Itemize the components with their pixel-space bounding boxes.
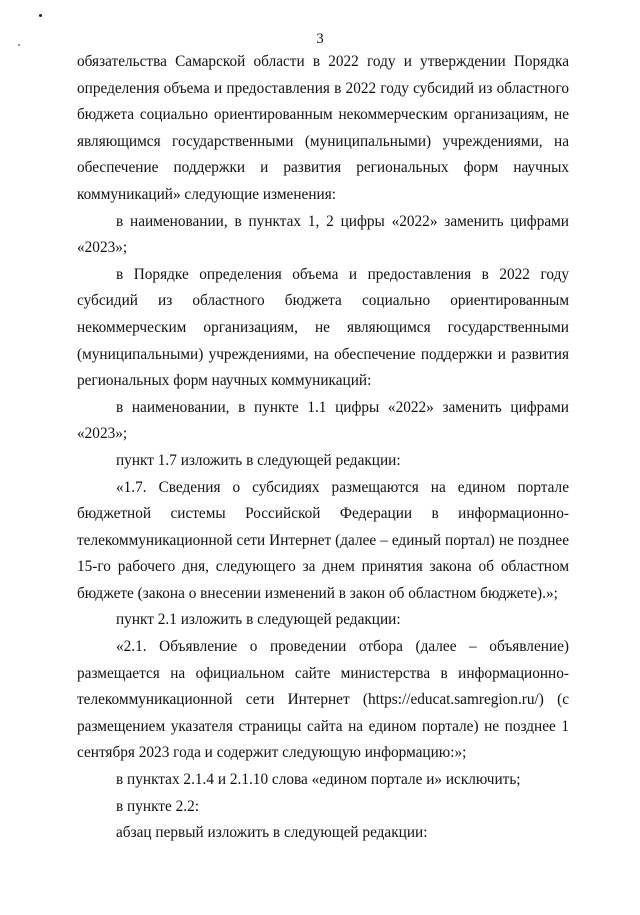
paragraph-order-intro: в Порядке определения объема и предоставления в 2022 году субсидий из областного бюджета социально ориентированным некоммерческим организациям, не являющимся государственными (муниципальными) учреждениями, на обеспечение поддержки и развития региональных форм научных коммуникаций: <box>77 265 569 390</box>
paragraph-point-2-2-para-1: абзац первый изложить в следующей редакции: <box>116 824 428 842</box>
paragraph-point-2-2: в пункте 2.2: <box>116 797 199 815</box>
scan-artifact-dot <box>39 14 42 17</box>
paragraph-points-2-1-4-2-1-10: в пунктах 2.1.4 и 2.1.10 слова «едином портале и» исключить; <box>116 771 521 789</box>
document-body <box>77 49 569 847</box>
paragraph-point-2-1-intro: пункт 2.1 изложить в следующей редакции: <box>116 611 401 629</box>
paragraph-title-change: в наименовании, в пунктах 1, 2 цифры «2022» заменить цифрами «2023»; <box>77 212 569 257</box>
paragraph-point-1-1: в наименовании, в пункте 1.1 цифры «2022» заменить цифрами «2023»; <box>77 398 569 443</box>
paragraph-point-1-7-text: «1.7. Сведения о субсидиях размещаются на едином портале бюджетной системы Российской Федерации в информационно-телекоммуникационной сети Интернет (далее – единый портал) не позднее 15-го рабочего дня, следующего за днем принятия закона об областном бюджете (закона о внесении изменений в закон об областном бюджете).»; <box>77 478 569 602</box>
paragraph-point-1-7-intro: пункт 1.7 изложить в следующей редакции: <box>116 451 401 469</box>
paragraph-point-2-1-text: «2.1. Объявление о проведении отбора (далее – объявление) размещается на официальном сайте министерства в информационно-телекоммуникационной сети Интернет (https://educat.samregion.ru/) (с размещением указателя страницы сайта на едином портале) не позднее 1 сентября 2023 года и содержит следующую информацию:»; <box>77 638 569 762</box>
paragraph-intro: обязательства Самарской области в 2022 году и утверждении Порядка определения объема и предоставления в 2022 году субсидий из областного бюджета социально ориентированным некоммерческим организациям, не являющимся государственными (муниципальными) учреждениями, на обеспечение поддержки и развития региональных форм научных коммуникаций» следующие изменения: <box>77 53 569 203</box>
page-number: 3 <box>316 31 324 47</box>
